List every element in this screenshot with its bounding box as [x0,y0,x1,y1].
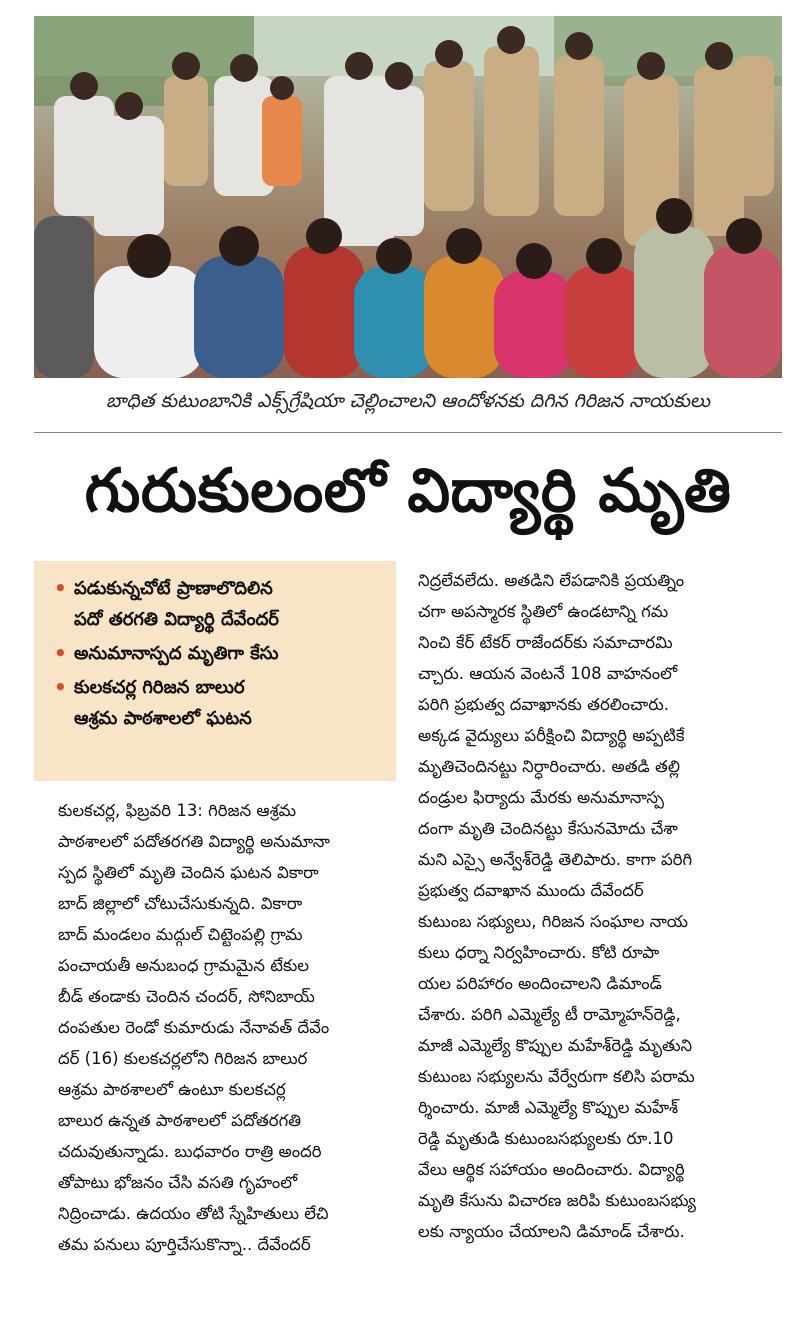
article-line: బీడ్ తండాకు చెందిన చందర్, సోనిబాయ్ [58,987,315,1006]
article-line: పంచాయతీ అనుబంధ గ్రామమైన టేకుల [58,956,309,975]
article-line: చదువుతున్నాడు. బుధవారం రాత్రి అందరి [58,1142,322,1161]
article-line: పాఠశాలలో పదోతరగతి విద్యార్థి అనుమానా [58,832,330,851]
bullet-icon: • [54,576,67,600]
article-line: తమ పనులు పూర్తిచేసుకొన్నా.. దేవేందర్ [58,1235,311,1254]
highlight-text: అనుమానాస్పద మృతిగా కేసు [74,643,279,664]
news-photo [34,16,782,378]
article-line: అక్కడ వైద్యులు పరీక్షించి విద్యార్థి అప్పటికే [418,726,685,745]
article-line: బాలుర ఉన్నత పాఠశాలలో పదోతరగతి [58,1111,302,1130]
article-line: ర్శించారు. మాజీ ఎమ్మెల్యే కొప్పుల మహేశ్ [418,1098,679,1117]
article-line: యల పరిహారం అందించాలని డిమాండ్ [418,974,662,993]
article-line: ప్రభుత్వ దవాఖాన ముందు దేవేందర్ [418,881,644,900]
article-line: కుటుంబ సభ్యులు, గిరిజన సంఘాల నాయ [418,912,688,931]
protest-photo-illustration [34,16,782,378]
article-line: ఆశ్రమ పాఠశాలలో ఉంటూ కులకచర్ల [58,1080,286,1099]
article-line: మాజీ ఎమ్మెల్యే కొప్పుల మహేశ్‌రెడ్డి మృతుని [418,1036,693,1055]
article-line: మని ఎస్సై అన్వేశ్‌రెడ్డి తెలిపారు. కాగా పరిగి [418,850,693,869]
article-line: బాద్ జిల్లాలో చోటుచేసుకున్నది. వికారా [58,894,303,913]
article-line: మృతి కేసును విచారణ జరిపి కుటుంబసభ్యు [418,1191,696,1210]
bullet-icon: • [54,675,67,699]
article-line: నించి కేర్ టేకర్ రాజేందర్‌కు సమాచారమి [418,633,673,652]
article-line: లకు న్యాయం చేయాలని డిమాండ్ చేశారు. [418,1222,685,1241]
photo-caption: బాధిత కుటుంబానికి ఎక్స్‌గ్రేషియా చెల్లించాలని ఆందోళనకు దిగిన గిరిజన నాయకులు [106,390,710,412]
article-line: కులు ధర్నా నిర్వహించారు. కోటి రూపా [418,943,660,962]
highlight-item [54,672,384,734]
article-line: పరిగి ప్రభుత్వ దవాఖానకు తరలించారు. [418,695,669,714]
article-line: స్పద స్థితిలో మృతి చెందిన ఘటన వికారా [58,863,319,882]
article-line: దంపతుల రెండో కుమారుడు నేనావత్ దేవేం [58,1018,330,1037]
article-line: తోపాటు భోజనం చేసి వసతి గృహంలో [58,1173,298,1192]
article-line: చేశారు. పరిగి ఎమ్మెల్యే టీ రామ్మోహన్‌రెడ్డి, [418,1005,681,1024]
bullet-icon: • [54,641,67,665]
article-line: చగా అపస్మారక స్థితిలో ఉండటాన్ని గమ [418,602,669,621]
article-line: దర్ (16) కులకచర్లలోని గిరిజన బాలుర [58,1049,308,1068]
caption-divider [34,432,782,433]
article-line: దంగా మృతి చెందినట్టు కేసునమోదు చేశా [418,819,678,838]
highlight-text: పడుకున్నచోటే ప్రాణాలొదిలిన పదో తరగతి విద్యార్థి దేవేందర్ [74,578,279,630]
article-column-right [418,565,786,1247]
article-line: చ్చారు. ఆయన వెంటనే 108 వాహనంలో [418,664,678,683]
article-line: కులకచర్ల, ఫిబ్రవరి 13: గిరిజన ఆశ్రమ [58,801,297,820]
highlight-text: కులకచర్ల గిరిజన బాలుర ఆశ్రమ పాఠశాలలో ఘటన [74,677,252,729]
article-line: నిద్రించాడు. ఉదయం తోటి స్నేహితులు లేచి [58,1204,329,1223]
article-column-left [58,795,398,1260]
highlight-item [54,573,384,635]
article-line: మృతిచెందినట్టు నిర్ధారించారు. అతడి తల్లి [418,757,680,776]
article-line: బాద్ మండలం మద్గుల్ చిట్టెంపల్లి గ్రామ [58,925,303,944]
highlights-box [34,561,396,781]
article-line: రెడ్డి మృతుడి కుటుంబసభ్యులకు రూ.10 [418,1129,674,1148]
highlight-item [54,638,384,669]
article-line: వేలు ఆర్థిక సహాయం అందించారు. విద్యార్థి [418,1160,685,1179]
article-line: దండ్రుల ఫిర్యాదు మేరకు అనుమానాస్ప [418,788,664,807]
headline: గురుకులంలో విద్యార్థి మృతి [84,456,732,526]
article-line: నిద్రలేవలేదు. అతడిని లేపడానికి ప్రయత్నిం [418,571,685,590]
article-line: కుటుంబ సభ్యులను వేర్వేరుగా కలిసి పరామ [418,1067,695,1086]
